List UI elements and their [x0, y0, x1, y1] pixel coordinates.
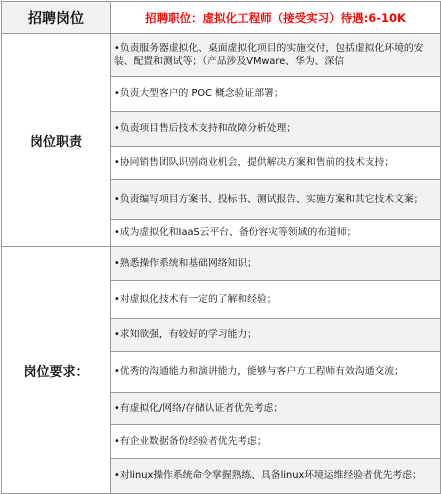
duty-item: •成为虚拟化和IaaS云平台、备份容灾等领域的布道师；: [111, 220, 441, 247]
requirement-item: •对虚拟化技术有一定的了解和经验；: [111, 281, 441, 319]
requirement-item: •有虚拟化/网络/存储认证者优先考虑；: [111, 393, 441, 425]
requirement-item: •有企业数据备份经验者优先考虑；: [111, 425, 441, 459]
duty-item: •负责服务器虚拟化、桌面虚拟化项目的实施交付，包括虚拟化环境的安装、配置和测试等；（产品涉及VMware、华为、深信: [111, 34, 441, 77]
duty-row: [2, 34, 441, 77]
header-label: 招聘岗位: [2, 2, 111, 34]
duty-item: •负责项目售后技术支持和故障分析处理；: [111, 112, 441, 147]
duties-label: 岗位职责: [2, 34, 111, 247]
requirement-item: •对linux操作系统命令掌握熟练、具备linux环境运维经验者优先考虑；: [111, 459, 441, 494]
job-posting-table: [1, 1, 441, 494]
requirement-row: [2, 247, 441, 281]
duty-item: •负责编写项目方案书、投标书、测试报告、实施方案和其它技术文案；: [111, 180, 441, 220]
requirement-item: •优秀的沟通能力和演讲能力，能够与客户方工程师有效沟通交流；: [111, 352, 441, 393]
requirement-item: •熟悉操作系统和基础网络知识；: [111, 247, 441, 281]
requirement-item: •求知欲强，有较好的学习能力；: [111, 319, 441, 352]
requirements-label: 岗位要求：: [2, 247, 111, 494]
position-title: 招聘职位：虚拟化工程师（接受实习）待遇:6-10K: [111, 2, 441, 34]
duty-item: •协同销售团队识别商业机会，提供解决方案和售前的技术支持；: [111, 147, 441, 180]
header-row: [2, 2, 441, 34]
duty-item: •负责大型客户的 POC 概念验证部署；: [111, 77, 441, 112]
